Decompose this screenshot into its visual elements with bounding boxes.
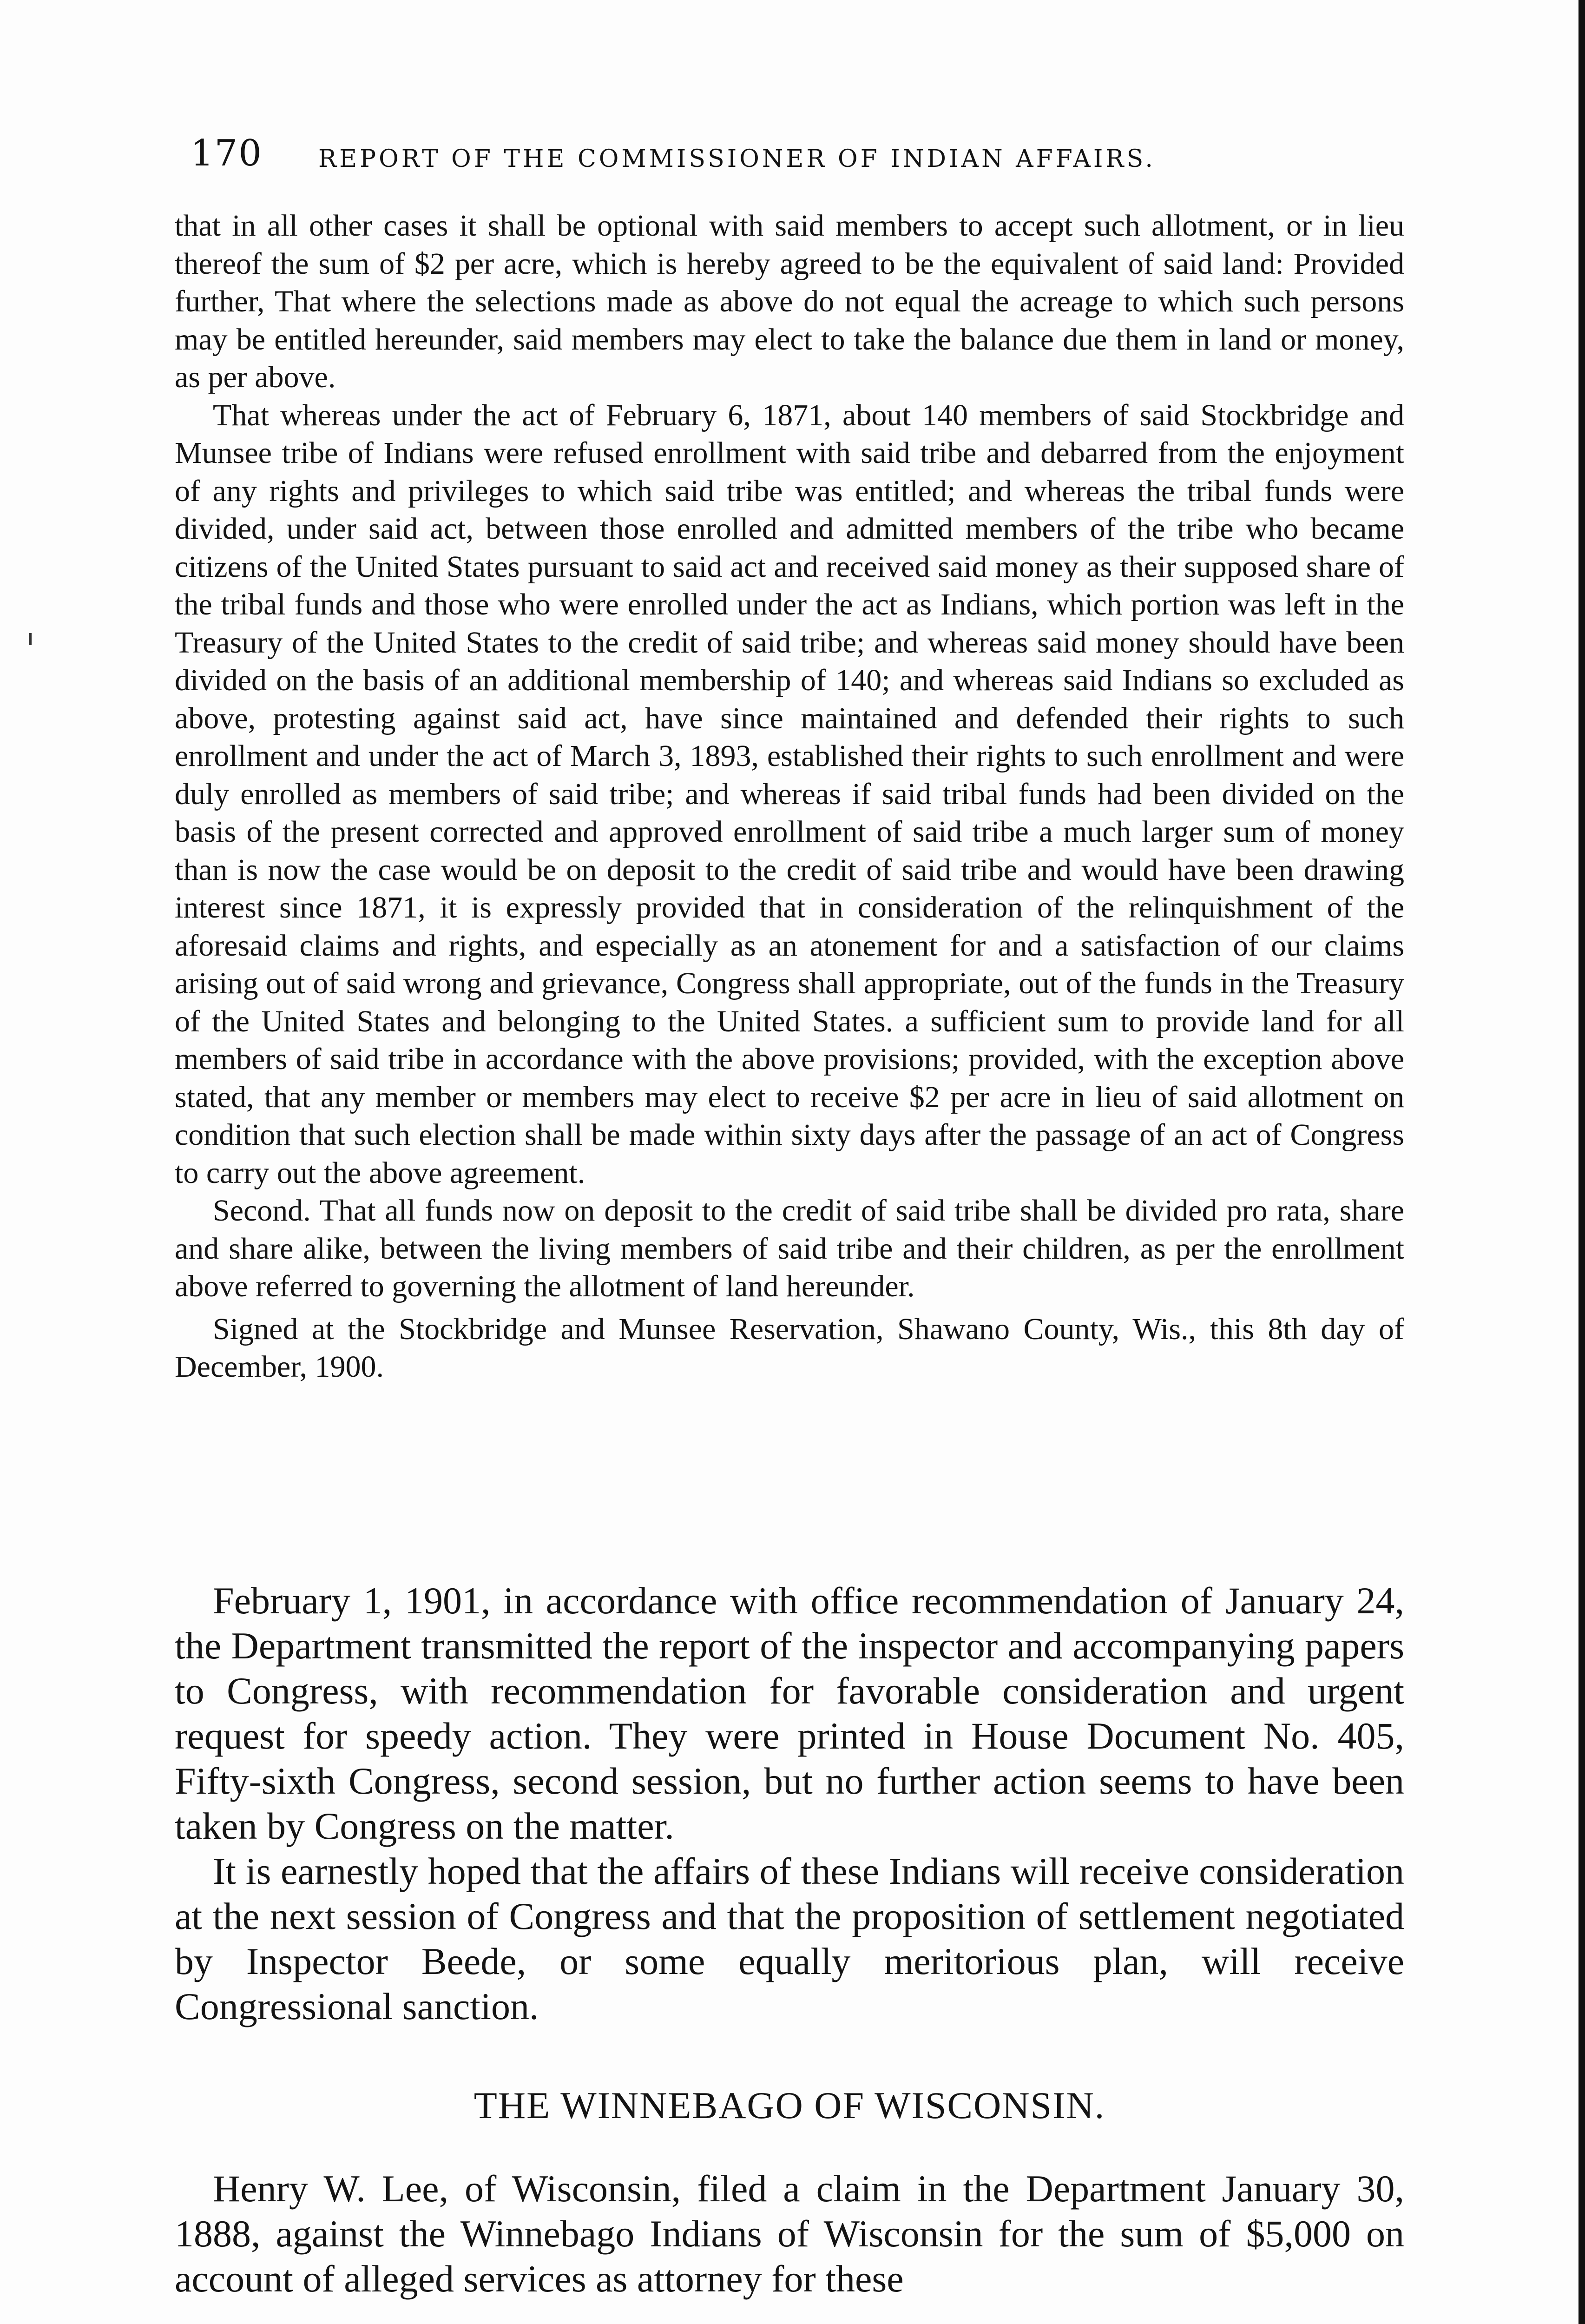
paragraph-allotment-option: that in all other cases it shall be optional with said members to accept such allotment, or in lieu thereof the sum of $2 per acre, which is hereby agreed to be the equivalent of said land: Provided further, That where the selections made as above do not equal the acreage to which such persons may be entitled hereunder, said members may elect to take the balance due them in land or money, as per above. — [175, 209, 1404, 394]
paragraph-second-clause: Second. That all funds now on deposit to the credit of said tribe shall be divided pro rata, share and share alike, between the living members of said tribe and their children, as per the enrollment above referred to governing the allotment of land hereunder. — [175, 1194, 1404, 1303]
paragraph-whereas-clause: That whereas under the act of February 6, 1871, about 140 members of said Stockbridge and Munsee tribe of Indians were refused enrollment with said tribe and debarred from the enjoyment of any rights and privileges to which said tribe was entitled; and whereas the tribal funds were divided, under said act, between those enrolled and admitted members of the tribe who became citizens of the United States pursuant to said act and received said money as their supposed share of the tribal funds and those who were enrolled under the act as Indians, which portion was left in the Treasury of the United States to the credit of said tribe; and whereas said money should have been divided on the basis of an additional membership of 140; and whereas said Indians so excluded as above, protesting against said act, have since maintained and defended their rights to such enrollment and under the act of March 3, 1893, established their rights to such enrollment and were duly enrolled as members of said tribe; and whereas if said tribal funds had been divided on the basis of the present corrected and approved enrollment of said tribe a much larger sum of money than is now the case would be on deposit to the credit of said tribe and would have been drawing interest since 1871, it is expressly provided that in consideration of the relinquishment of the aforesaid claims and rights, and especially as an atonement for and a satisfaction of our claims arising out of said wrong and grievance, Congress shall appropriate, out of the funds in the Treasury of the United States and belonging to the United States. a sufficient sum to provide land for all members of said tribe in accordance with the above provisions; provided, with the exception above stated, that any member or members may elect to receive $2 per acre in lieu of said allotment on condition that such election shall be made within sixty days after the passage of an act of Congress to carry out the above agreement. — [175, 398, 1404, 1190]
section-text-block — [175, 2166, 1404, 2301]
margin-mark — [29, 633, 32, 645]
paragraph-hope: It is earnestly hoped that the affairs of these Indians will receive consideration at the next session of Congress and that the proposition of settlement negotiated by Inspector Beede, or some equally meritorious plan, will receive Congressional sanction. — [175, 1850, 1404, 2027]
page-number: 170 — [191, 132, 263, 174]
paragraph-signature-line: Signed at the Stockbridge and Munsee Reservation, Shawano County, Wis., this 8th day of December, 1900. — [175, 1312, 1404, 1384]
agreement-text-block — [175, 207, 1404, 1386]
report-text-block — [175, 1578, 1404, 2029]
paragraph-henry-lee-claim: Henry W. Lee, of Wisconsin, filed a claim in the Department January 30, 1888, against the Winnebago Indians of Wisconsin for the sum of $5,000 on account of alleged services as attorney for these — [175, 2167, 1404, 2300]
running-title: REPORT OF THE COMMISSIONER OF INDIAN AFFAIRS. — [318, 145, 1156, 173]
page-header — [191, 130, 1394, 186]
paragraph-transmittal: February 1, 1901, in accordance with office recommendation of January 24, the Department transmitted the report of the inspector and accompanying papers to Congress, with recommendation for favorable consideration and urgent request for speedy action. They were printed in House Document No. 405, Fifty-sixth Congress, second session, but no further action seems to have been taken by Congress on the matter. — [175, 1579, 1404, 1847]
section-heading: THE WINNEBAGO OF WISCONSIN. — [474, 2084, 1105, 2126]
